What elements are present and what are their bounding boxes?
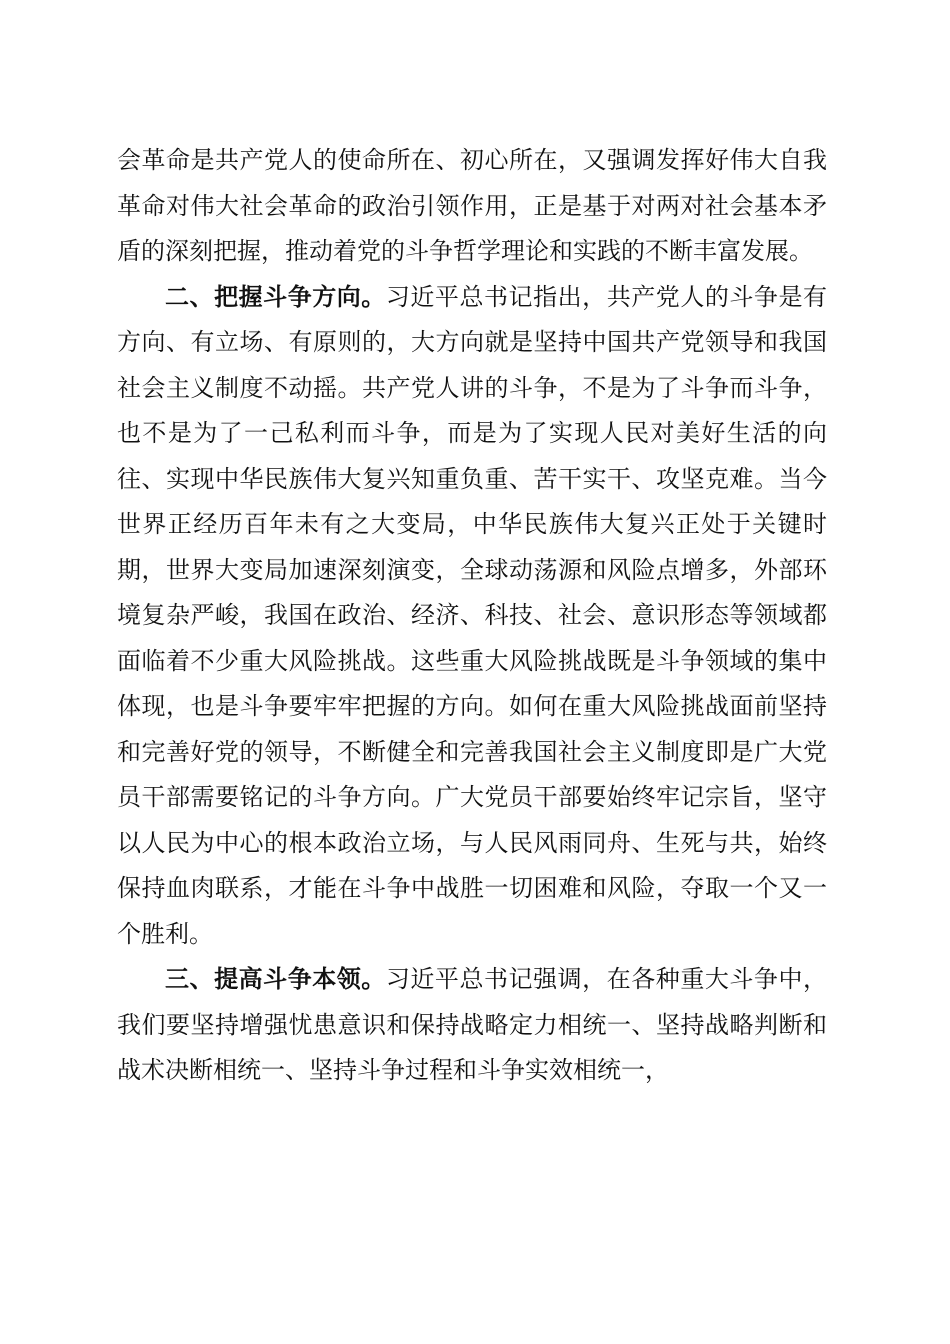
section-heading: 二、把握斗争方向。 (165, 282, 386, 311)
paragraph-text: 习近平总书记强调，在各种重大斗争中，我们要坚持增强忧患意识和保持战略定力相统一、坚持战略判断和战术决断相统一、坚持斗争过程和斗争实效相统一， (117, 965, 828, 1084)
paragraph-section-2 (117, 275, 827, 958)
paragraph-text: 会革命是共产党人的使命所在、初心所在，又强调发挥好伟大自我革命对伟大社会革命的政治引领作用，正是基于对两对社会基本矛盾的深刻把握，推动着党的斗争哲学理论和实践的不断丰富发展。 (117, 146, 827, 265)
paragraph-text: 习近平总书记指出，共产党人的斗争是有方向、有立场、有原则的，大方向就是坚持中国共产党领导和我国社会主义制度不动摇。共产党人讲的斗争，不是为了斗争而斗争，也不是为了一己私利而斗争，而是为了实现人民对美好生活的向往、实现中华民族伟大复兴知重负重、苦干实干、攻坚克难。当今世界正经历百年未有之大变局，中华民族伟大复兴正处于关键时期，世界大变局加速深刻演变，全球动荡源和风险点增多，外部环境复杂严峻，我国在政治、经济、科技、社会、意识形态等领域都面临着不少重大风险挑战。这些重大风险挑战既是斗争领域的集中体现，也是斗争要牢牢把握的方向。如何在重大风险挑战面前坚持和完善好党的领导，不断健全和完善我国社会主义制度即是广大党员干部需要铭记的斗争方向。广大党员干部要始终牢记宗旨，坚守以人民为中心的根本政治立场，与人民风雨同舟、生死与共，始终保持血肉联系，才能在斗争中战胜一切困难和风险，夺取一个又一个胜利。 (117, 282, 828, 948)
paragraph-section-3 (117, 957, 827, 1094)
document-body (117, 138, 827, 1094)
section-heading: 三、提高斗争本领。 (165, 965, 386, 993)
paragraph-continuation (117, 138, 827, 275)
